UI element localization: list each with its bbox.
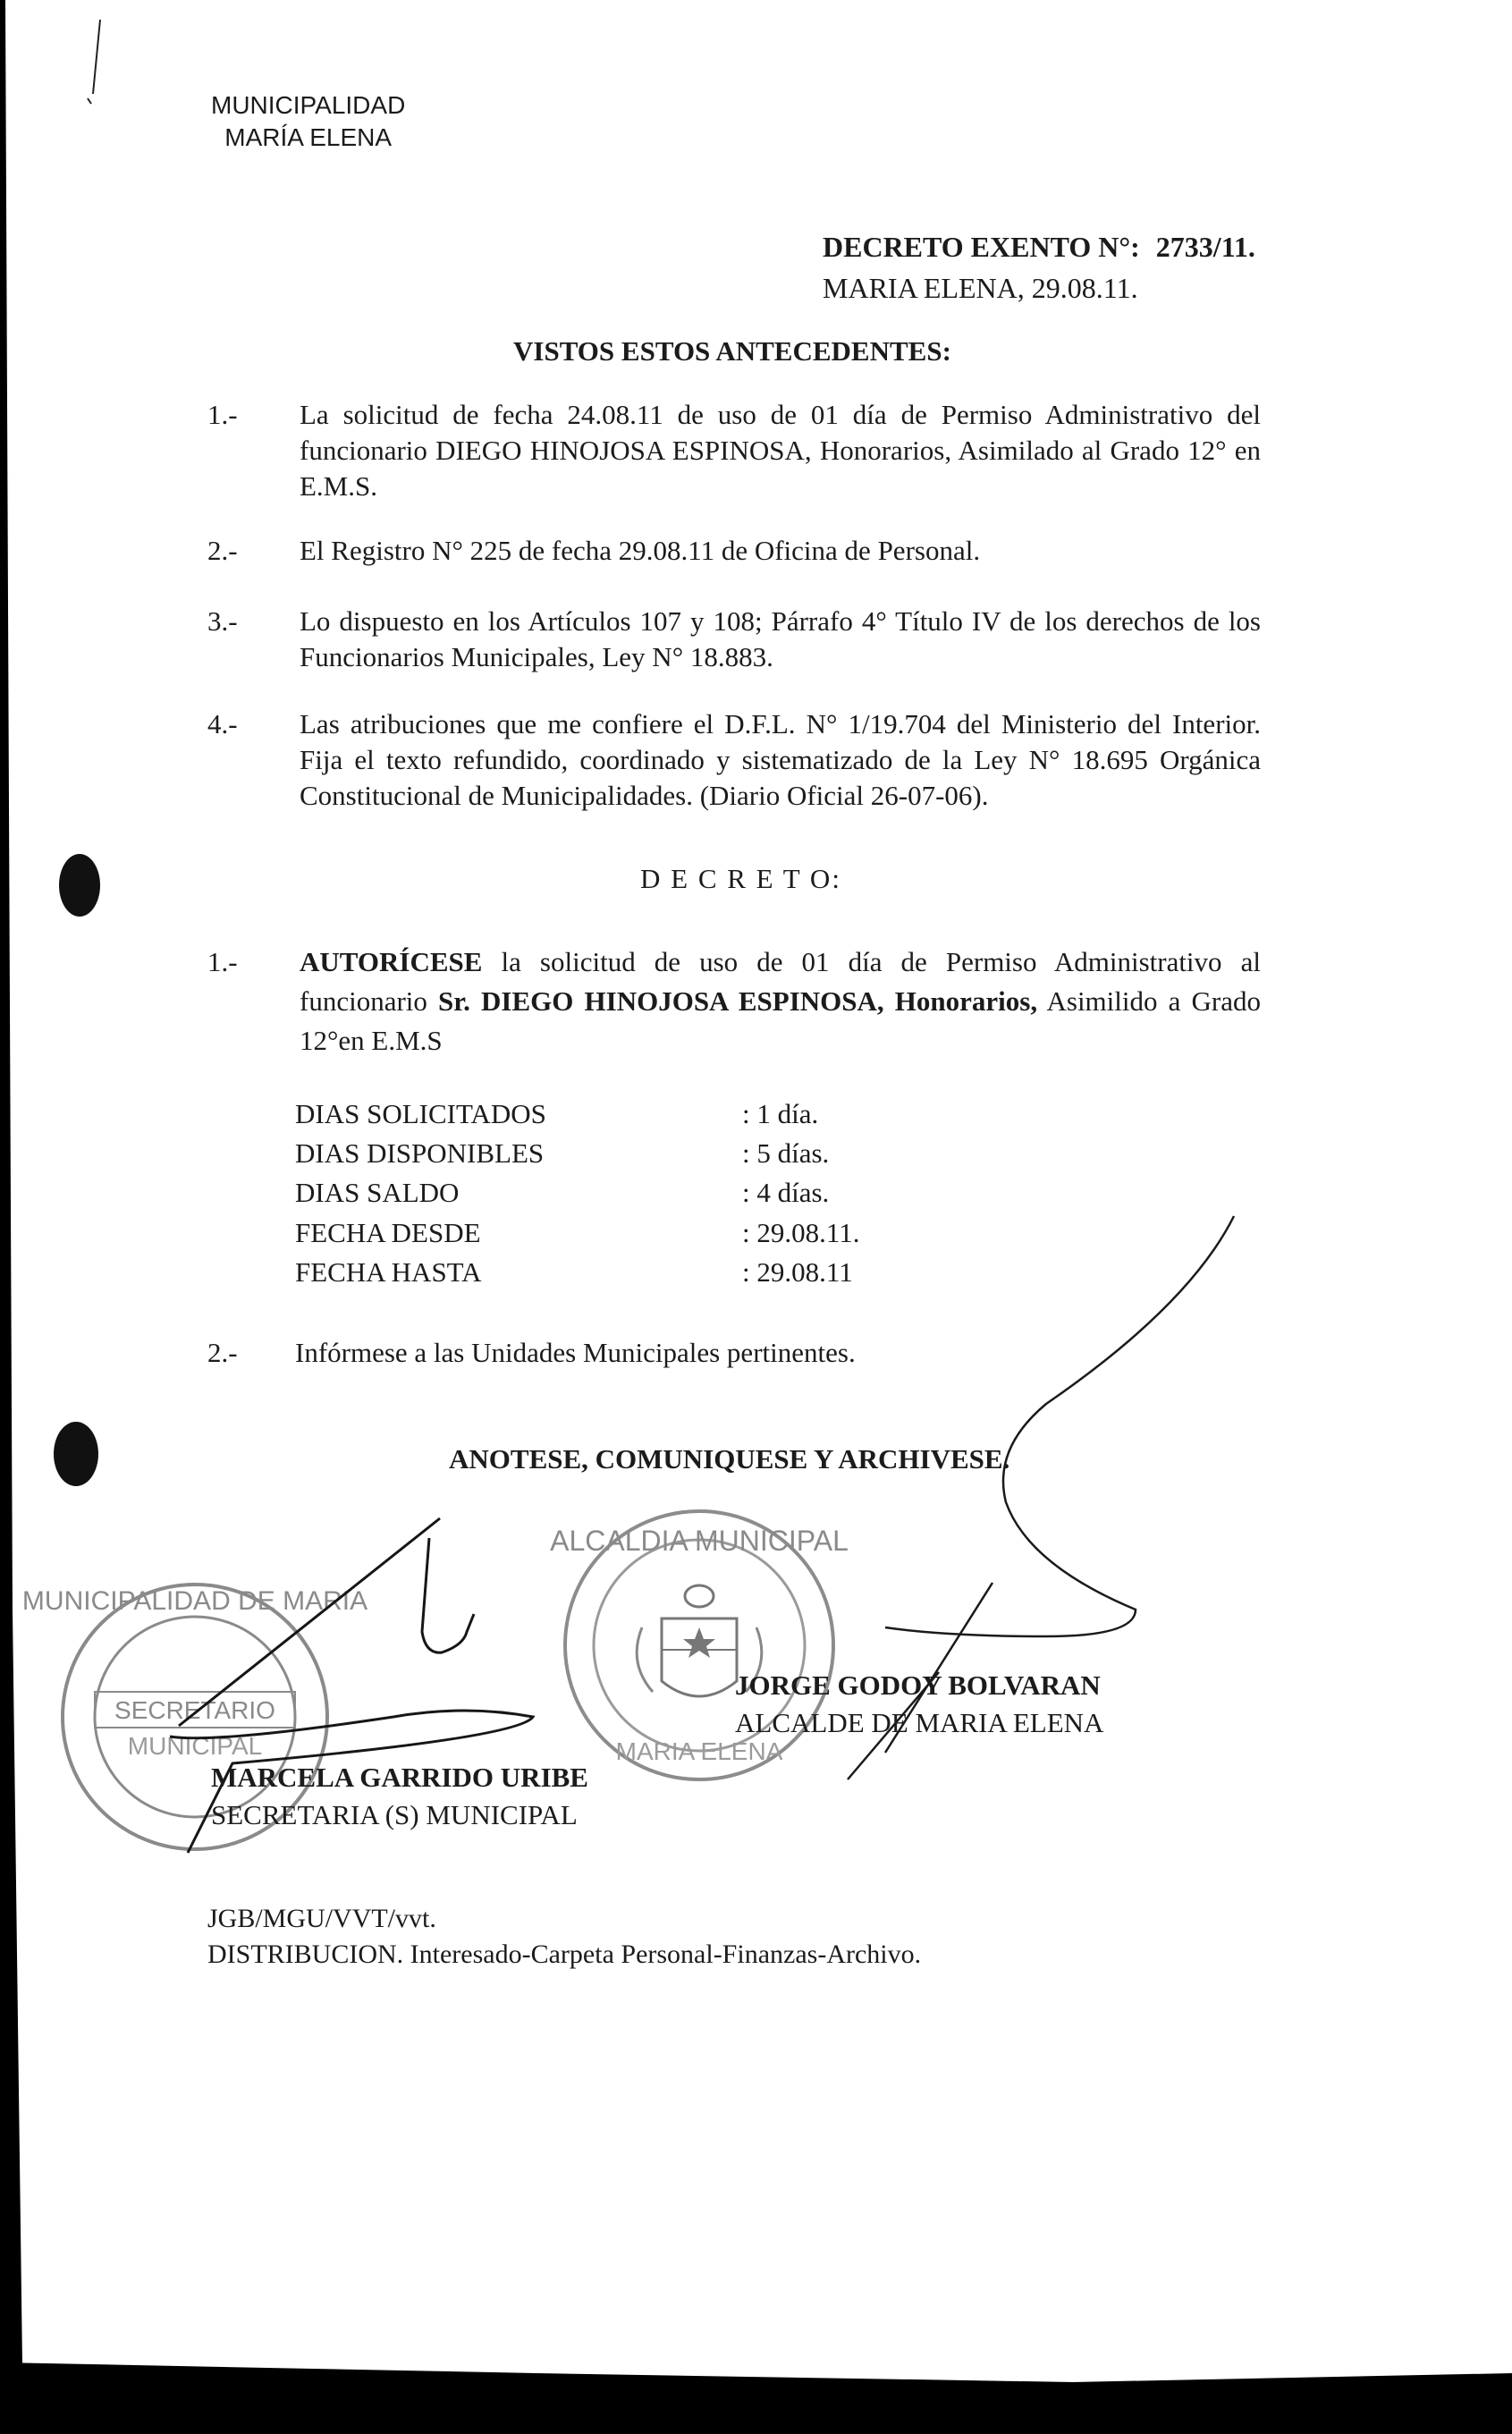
- decreto-item-2-number: 2.-: [207, 1337, 238, 1368]
- svg-text:ALCALDIA MUNICIPAL: ALCALDIA MUNICIPAL: [550, 1525, 849, 1557]
- employee-name: Sr. DIEGO HINOJOSA ESPINOSA, Honorarios,: [438, 985, 1038, 1017]
- scan-edge-left: [0, 0, 27, 2434]
- vistos-item-1-number: 1.-: [207, 399, 238, 430]
- municipality-line2: MARÍA ELENA: [224, 123, 393, 151]
- vistos-item-2-text: El Registro N° 225 de fecha 29.08.11 de Oficina de Personal.: [300, 535, 981, 566]
- svg-text:MUNICIPALIDAD DE MARIA: MUNICIPALIDAD DE MARIA: [21, 1586, 368, 1616]
- footer-block: [207, 1901, 921, 1973]
- decree-number-value: 2733/11.: [1155, 231, 1255, 263]
- details-label: FECHA DESDE: [295, 1217, 481, 1248]
- details-value: : 29.08.11.: [742, 1217, 860, 1248]
- municipality-line1: MUNICIPALIDAD: [211, 91, 406, 119]
- decreto-heading: D E C R E T O:: [640, 863, 841, 894]
- details-label: DIAS DISPONIBLES: [295, 1137, 545, 1169]
- vistos-item-4-number: 4.-: [207, 708, 238, 739]
- details-value: : 5 días.: [742, 1137, 830, 1169]
- place-date: MARIA ELENA, 29.08.11.: [823, 272, 1138, 304]
- scan-edge-bottom: [0, 2309, 1512, 2434]
- details-value: : 1 día.: [742, 1098, 819, 1129]
- vistos-item-3-number: 3.-: [207, 605, 238, 637]
- vistos-item-2-number: 2.-: [207, 535, 238, 566]
- initials: JGB/MGU/VVT/vvt.: [207, 1904, 436, 1933]
- svg-text:MUNICIPAL: MUNICIPAL: [127, 1732, 263, 1760]
- punch-hole-top: [59, 854, 100, 917]
- details-row-4: [295, 1217, 859, 1249]
- secretary-signature-block: [211, 1759, 588, 1834]
- distribution-list: DISTRIBUCION. Interesado-Carpeta Personal-Finanzas-Archivo.: [207, 1940, 922, 1969]
- closing-statement: ANOTESE, COMUNIQUESE Y ARCHIVESE.: [449, 1443, 1010, 1475]
- authorize-keyword: AUTORÍCESE: [300, 946, 483, 977]
- svg-text:MARIA ELENA: MARIA ELENA: [615, 1737, 783, 1765]
- mayor-name: JORGE GODOY BOLVARAN: [735, 1669, 1101, 1701]
- secretary-title: SECRETARIA (S) MUNICIPAL: [211, 1799, 578, 1830]
- mayor-stamp: [550, 1502, 849, 1788]
- details-value: : 29.08.11: [742, 1256, 853, 1288]
- decree-number-label: DECRETO EXENTO N°:: [823, 231, 1140, 263]
- details-value: : 4 días.: [742, 1177, 830, 1208]
- vistos-heading: VISTOS ESTOS ANTECEDENTES:: [513, 335, 951, 367]
- municipality-name: [211, 89, 405, 154]
- decree-number-line: [823, 229, 1359, 265]
- secretary-name: MARCELA GARRIDO URIBE: [211, 1762, 588, 1793]
- details-label: DIAS SALDO: [295, 1177, 460, 1208]
- details-row-2: [295, 1137, 829, 1170]
- mayor-signature-block: [735, 1667, 1103, 1742]
- decree-header: [823, 229, 1359, 306]
- svg-text:SECRETARIO: SECRETARIO: [114, 1696, 275, 1724]
- vistos-item-3-text: Lo dispuesto en los Artículos 107 y 108; Párrafo 4° Título IV de los derechos de los Funcionarios Municipales, Ley N° 18.883.: [300, 605, 1261, 672]
- details-row-5: [295, 1256, 853, 1289]
- details-row-3: [295, 1177, 829, 1209]
- authorize-text-1: la solicitud de uso de 01 día de Permiso Administrativo al funcionario: [300, 946, 1261, 1017]
- pen-mark: [72, 18, 107, 107]
- vistos-item-4-text: Las atribuciones que me confiere el D.F.L. N° 1/19.704 del Ministerio del Interior. Fija el texto refundido, coordinado y sistematizado de la Ley N° 18.695 Orgánica Constitucional de Municipalidades. (Diario Oficial 26-07-06).: [300, 708, 1261, 811]
- details-label: FECHA HASTA: [295, 1256, 482, 1288]
- details-row-1: [295, 1098, 818, 1130]
- decreto-item-2-text: Infórmese a las Unidades Municipales pertinentes.: [295, 1337, 856, 1368]
- vistos-item-1-text: La solicitud de fecha 24.08.11 de uso de 01 día de Permiso Administrativo del funcionario DIEGO HINOJOSA ESPINOSA, Honorarios, Asimilado al Grado 12° en E.M.S.: [300, 399, 1261, 502]
- mayor-title: ALCALDE DE MARIA ELENA: [735, 1707, 1104, 1738]
- decreto-item-1-text: [300, 942, 1261, 1061]
- authorize-text-2: Asimilido a Grado 12°en E.M.S: [300, 985, 1261, 1056]
- details-label: DIAS SOLICITADOS: [295, 1098, 546, 1129]
- decreto-item-1-number: 1.-: [207, 946, 238, 977]
- punch-hole-bottom: [54, 1422, 98, 1486]
